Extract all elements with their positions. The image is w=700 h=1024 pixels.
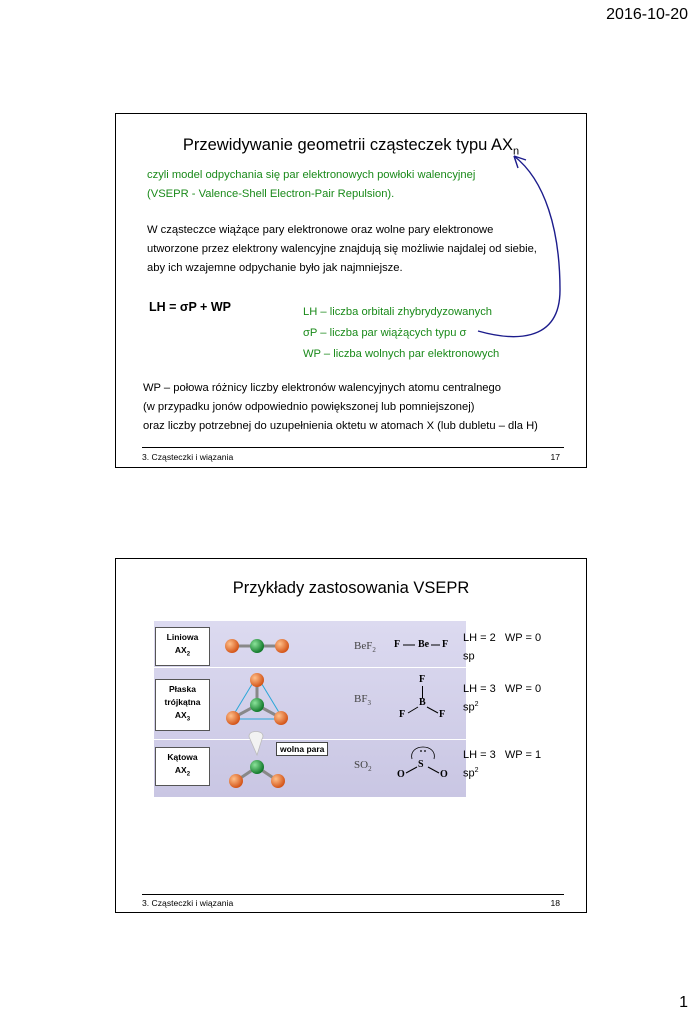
- footer-section: 3. Cząsteczki i wiązania: [142, 898, 234, 908]
- lewis-atom: F: [442, 639, 449, 650]
- slide-17: [115, 113, 587, 468]
- slide-18: [115, 558, 587, 913]
- result-trigonal: [463, 682, 541, 716]
- paragraph-line: W cząsteczce wiążące pary elektronowe oraz wolne pary elektronowe: [147, 224, 494, 236]
- lewis-atom: S: [418, 759, 424, 770]
- formula-text: SO: [354, 759, 369, 771]
- label-line: Kątowa: [167, 752, 198, 762]
- trigonal-planar-molecule-model: [226, 673, 288, 725]
- label-line: AX: [174, 645, 187, 655]
- lh-value: LH = 3: [463, 683, 496, 695]
- print-date: 2016-10-20: [606, 6, 688, 23]
- formula-bef2: [354, 640, 376, 654]
- geometry-panel: [154, 621, 466, 797]
- footer-section: 3. Cząsteczki i wiązania: [142, 452, 234, 462]
- hybridization-superscript: 2: [474, 701, 479, 708]
- hybridization: sp: [463, 650, 475, 663]
- intro-text: [147, 166, 475, 204]
- label-subscript: 2: [186, 651, 191, 658]
- slide-title: [116, 136, 586, 157]
- label-trigonal-planar: [155, 679, 210, 731]
- formula-subscript: 2: [372, 646, 376, 655]
- footer-divider: [142, 447, 564, 448]
- wp-line: oraz liczby potrzebnej do uzupełnienia oktetu w atomach X (lub dubletu – dla H): [143, 420, 538, 432]
- footer-divider: [142, 894, 564, 895]
- lewis-bonds: [384, 621, 466, 797]
- label-bent: [155, 747, 210, 786]
- formula-text: BeF: [354, 640, 373, 652]
- wp-value: WP = 1: [504, 749, 542, 761]
- hybridization: sp: [463, 767, 475, 780]
- footer-slide-number: 17: [550, 452, 560, 462]
- wp-value: WP = 0: [504, 683, 542, 695]
- paragraph-line: utworzone przez elektrony walencyjne znajdują się możliwie najdalej od siebie,: [147, 243, 537, 255]
- paragraph-line: aby ich wzajemne odpychanie było jak najmniejsze.: [147, 262, 403, 274]
- wp-definition: [143, 379, 538, 436]
- page-number: 1: [679, 994, 688, 1011]
- label-subscript: 3: [186, 716, 191, 723]
- lewis-atom: F: [394, 639, 401, 650]
- intro-line: czyli model odpychania się par elektronowych powłoki walencyjnej: [147, 169, 476, 181]
- linear-molecule-model: [225, 639, 289, 653]
- label-linear: [155, 627, 210, 666]
- lewis-atom: B: [419, 697, 426, 708]
- vsepr-paragraph: [147, 221, 537, 278]
- title-subscript: n: [513, 145, 520, 158]
- lewis-atom: O: [397, 769, 405, 780]
- legend-line: σP – liczba par wiążących typu σ: [303, 327, 467, 339]
- lone-pair-label: wolna para: [276, 742, 328, 756]
- lewis-atom: O: [440, 769, 448, 780]
- formula-so2: [354, 759, 372, 773]
- lewis-atom: F: [419, 674, 426, 685]
- lh-value: LH = 2: [463, 632, 496, 644]
- formula-bf3: [354, 693, 371, 707]
- formula-text: BF: [354, 693, 368, 705]
- hybridization: sp: [463, 701, 475, 714]
- wp-value: WP = 0: [504, 632, 542, 644]
- wp-line: (w przypadku jonów odpowiednio powiększonej lub pomniejszonej): [143, 401, 475, 413]
- lh-value: LH = 3: [463, 749, 496, 761]
- wp-line: WP – połowa różnicy liczby elektronów walencyjnych atomu centralnego: [143, 382, 501, 394]
- formula-subscript: 3: [367, 699, 371, 708]
- title-text: Przewidywanie geometrii cząsteczek typu AX: [182, 136, 514, 154]
- result-bent: [463, 748, 541, 782]
- equation: LH = σP + WP: [149, 300, 231, 314]
- slide-title: Przykłady zastosowania VSEPR: [232, 579, 470, 597]
- legend-line: WP – liczba wolnych par elektronowych: [303, 348, 500, 360]
- label-line: AX: [174, 710, 187, 720]
- equation-legend: [303, 302, 499, 365]
- intro-line: (VSEPR - Valence-Shell Electron-Pair Repulsion).: [147, 188, 395, 200]
- result-linear: [463, 631, 541, 665]
- legend-line: LH – liczba orbitali zhybrydyzowanych: [303, 306, 493, 318]
- label-line: AX: [174, 765, 187, 775]
- label-subscript: 2: [186, 771, 191, 778]
- bent-molecule-model: [229, 732, 285, 789]
- molecule-models: [214, 621, 334, 797]
- footer-slide-number: 18: [550, 898, 560, 908]
- label-line: Płaska: [169, 684, 196, 694]
- label-line: trójkątna: [164, 697, 201, 707]
- lewis-atom: F: [439, 709, 446, 720]
- lewis-atom: F: [399, 709, 406, 720]
- hybridization-superscript: 2: [474, 767, 479, 774]
- formula-subscript: 2: [368, 765, 372, 774]
- lewis-atom: Be: [418, 639, 430, 650]
- label-line: Liniowa: [166, 632, 199, 642]
